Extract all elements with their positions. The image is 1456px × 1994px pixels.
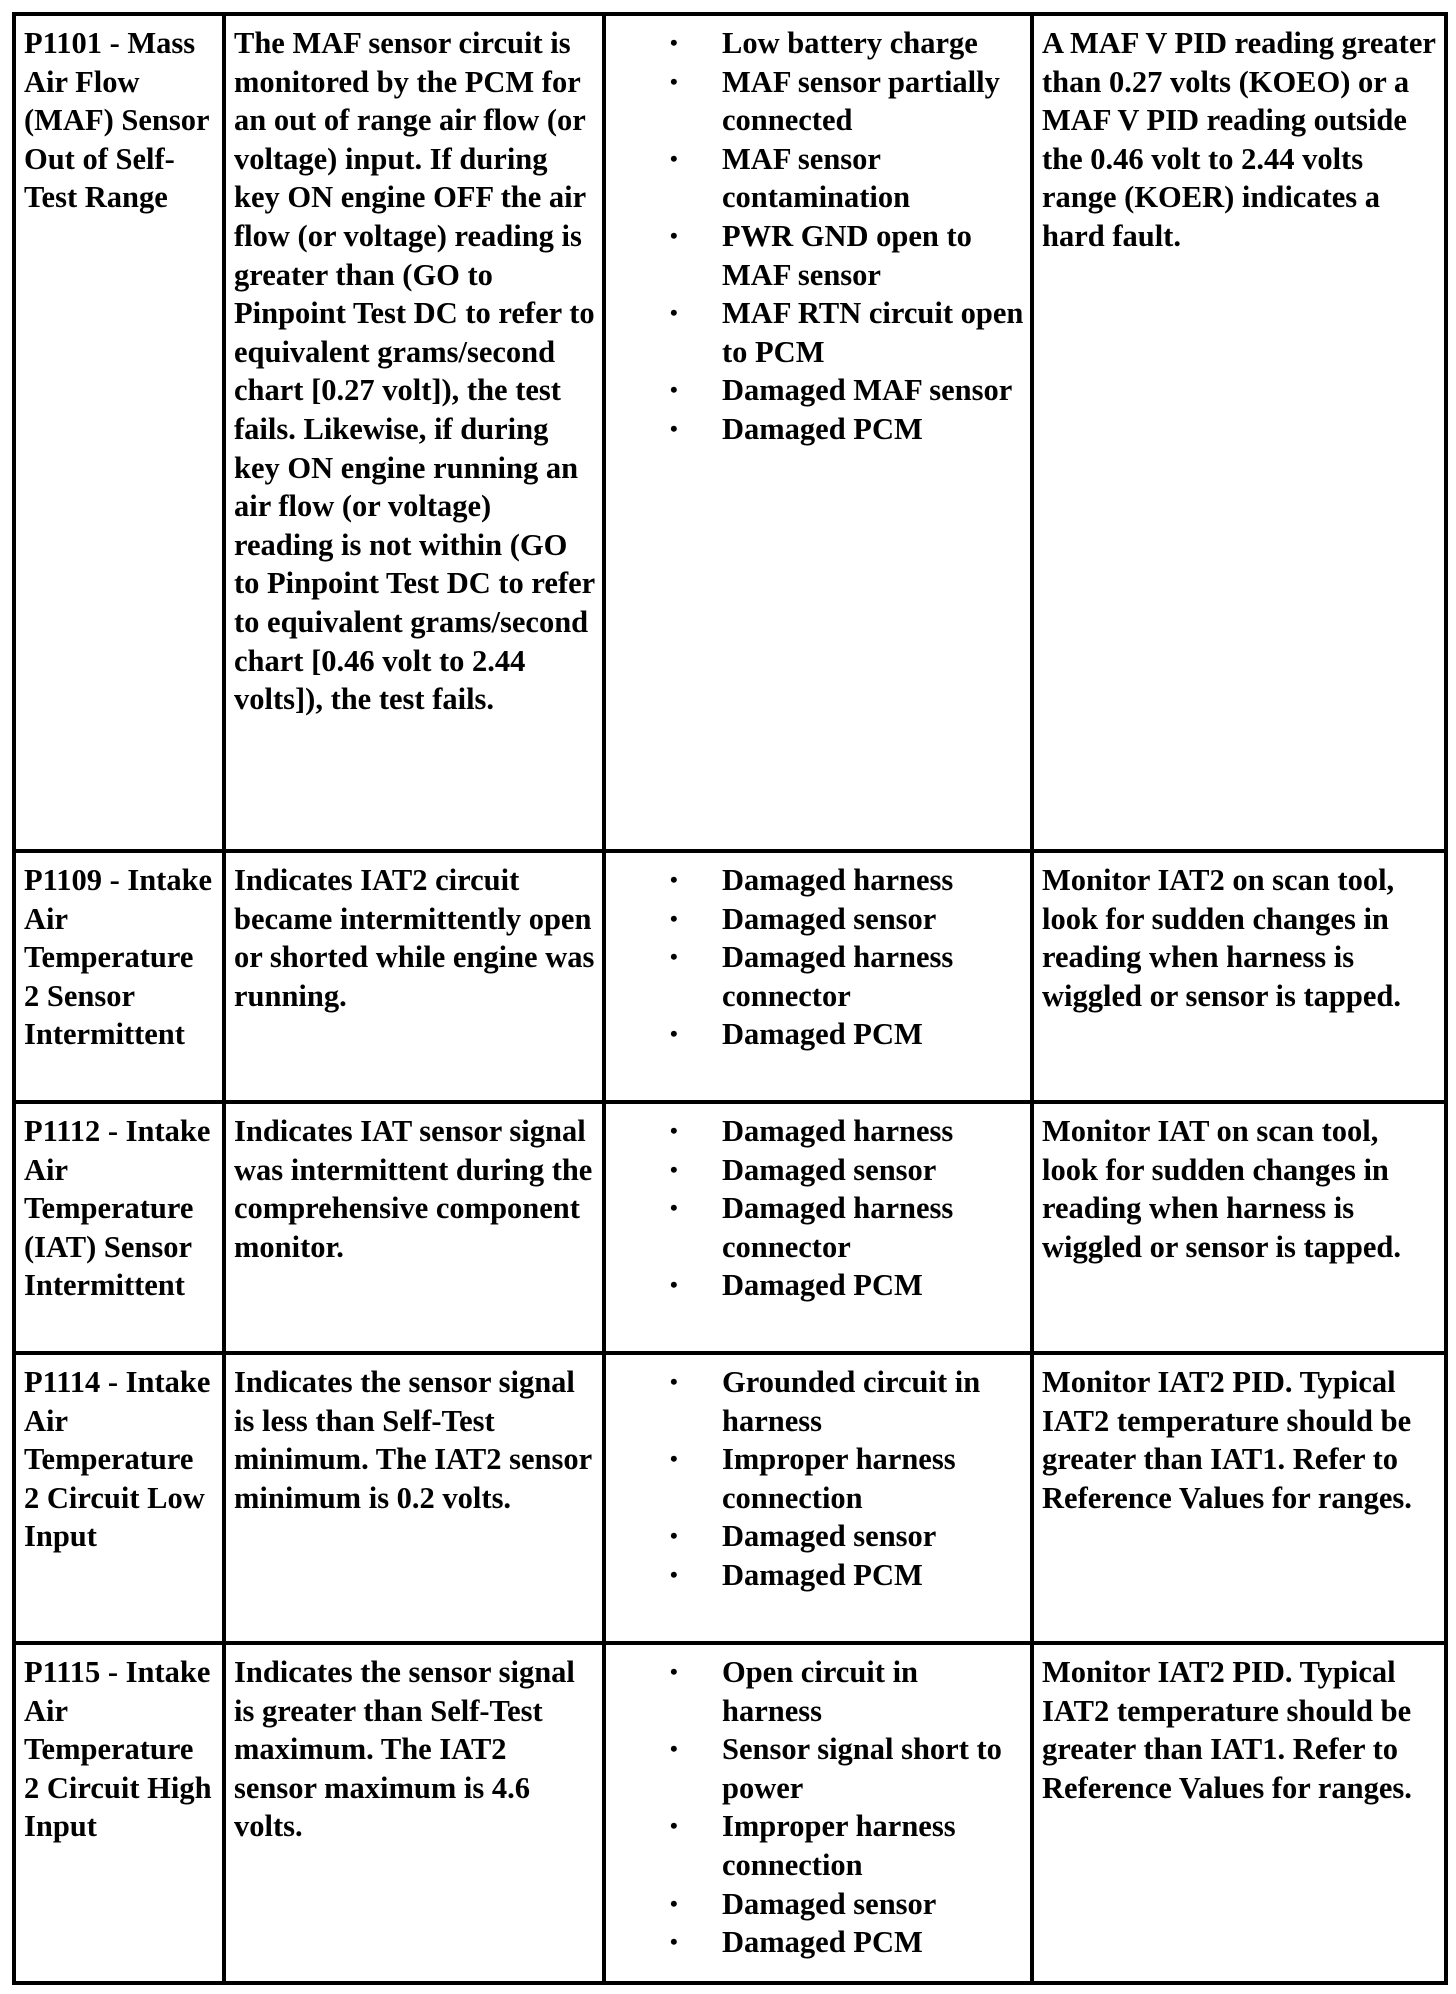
dtc-description-cell: The MAF sensor circuit is monitored by the PCM for an out of range air flow (or voltage) input. If during key ON engine OFF the air flow (or voltage) reading is greater than (GO to Pinpoint Test DC to refer to equivalent grams/second chart [0.27 volt]), the test fails. Likewise, if during key ON engine running an air flow (or voltage) reading is not within (GO to Pinpoint Test DC to refer to equivalent grams/second chart [0.46 volt to 2.44 volts]), the test fails. [224,14,604,851]
possible-causes-cell [604,1643,1032,1983]
possible-causes-cell [604,851,1032,1102]
cause-item: • Damaged sensor [614,1151,1024,1190]
possible-causes-list [614,1653,1024,1962]
cause-item: • Damaged PCM [614,1015,1024,1054]
table-row [14,14,1446,851]
dtc-code-cell: P1114 - Intake Air Temperature 2 Circuit Low Input [14,1353,224,1643]
cause-item: • Damaged PCM [614,1266,1024,1305]
cause-item: • PWR GND open to MAF sensor [614,217,1024,294]
cause-item: • Open circuit in harness [614,1653,1024,1730]
cause-item: • Damaged harness [614,1112,1024,1151]
cause-item: • MAF sensor contamination [614,140,1024,217]
cause-item: • Improper harness connection [614,1440,1024,1517]
cause-item: • Damaged MAF sensor [614,371,1024,410]
possible-causes-cell [604,1353,1032,1643]
possible-causes-cell [604,14,1032,851]
diagnostic-action-cell: Monitor IAT on scan tool, look for sudden changes in reading when harness is wiggled or sensor is tapped. [1032,1102,1446,1353]
cause-item: • MAF sensor partially connected [614,63,1024,140]
cause-item: • Damaged PCM [614,1923,1024,1962]
cause-item: • Damaged harness [614,861,1024,900]
table-row [14,1643,1446,1983]
cause-item: • Damaged sensor [614,1517,1024,1556]
possible-causes-list [614,861,1024,1054]
dtc-code-cell: P1112 - Intake Air Temperature (IAT) Sensor Intermittent [14,1102,224,1353]
possible-causes-list [614,24,1024,449]
cause-item: • Damaged PCM [614,410,1024,449]
cause-item: • Damaged PCM [614,1556,1024,1595]
possible-causes-list [614,1112,1024,1305]
cause-item: • Grounded circuit in harness [614,1363,1024,1440]
cause-item: • Damaged harness connector [614,938,1024,1015]
dtc-code-cell: P1115 - Intake Air Temperature 2 Circuit High Input [14,1643,224,1983]
cause-item: • Damaged sensor [614,900,1024,939]
diagnostic-action-cell: A MAF V PID reading greater than 0.27 volts (KOEO) or a MAF V PID reading outside the 0.46 volt to 2.44 volts range (KOER) indicates a hard fault. [1032,14,1446,851]
dtc-description-cell: Indicates IAT sensor signal was intermittent during the comprehensive component monitor. [224,1102,604,1353]
cause-item: • Sensor signal short to power [614,1730,1024,1807]
cause-item: • Low battery charge [614,24,1024,63]
diagnostic-action-cell: Monitor IAT2 PID. Typical IAT2 temperature should be greater than IAT1. Refer to Reference Values for ranges. [1032,1353,1446,1643]
table-row [14,851,1446,1102]
possible-causes-list [614,1363,1024,1595]
diagnostic-action-cell: Monitor IAT2 PID. Typical IAT2 temperature should be greater than IAT1. Refer to Reference Values for ranges. [1032,1643,1446,1983]
table-row [14,1353,1446,1643]
dtc-code-cell: P1109 - Intake Air Temperature 2 Sensor Intermittent [14,851,224,1102]
cause-item: • Improper harness connection [614,1807,1024,1884]
possible-causes-cell [604,1102,1032,1353]
cause-item: • MAF RTN circuit open to PCM [614,294,1024,371]
cause-item: • Damaged harness connector [614,1189,1024,1266]
dtc-code-cell: P1101 - Mass Air Flow (MAF) Sensor Out of Self-Test Range [14,14,224,851]
diagnostic-action-cell: Monitor IAT2 on scan tool, look for sudden changes in reading when harness is wiggled or sensor is tapped. [1032,851,1446,1102]
cause-item: • Damaged sensor [614,1885,1024,1924]
dtc-table [12,12,1448,1985]
dtc-description-cell: Indicates the sensor signal is less than Self-Test minimum. The IAT2 sensor minimum is 0.2 volts. [224,1353,604,1643]
table-row [14,1102,1446,1353]
dtc-description-cell: Indicates the sensor signal is greater than Self-Test maximum. The IAT2 sensor maximum is 4.6 volts. [224,1643,604,1983]
dtc-description-cell: Indicates IAT2 circuit became intermittently open or shorted while engine was running. [224,851,604,1102]
